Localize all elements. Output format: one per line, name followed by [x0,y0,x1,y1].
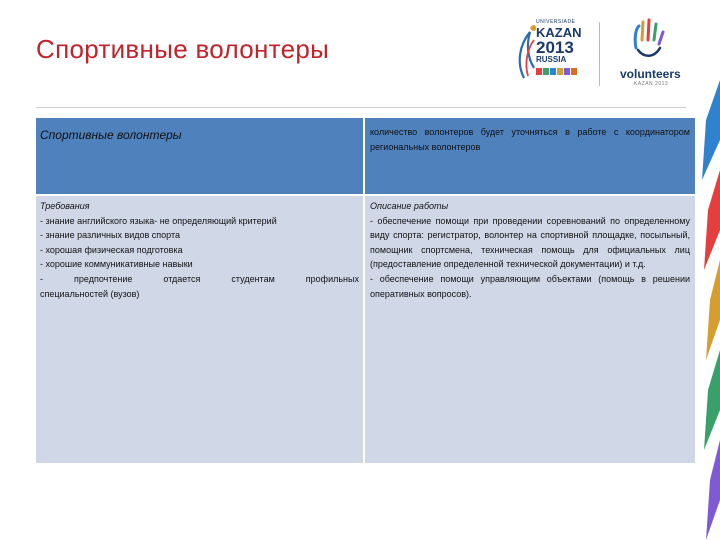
decorative-stripes [692,60,720,540]
logo-divider [599,22,600,86]
duties-cell [365,196,695,463]
table-header-right: количество волонтеров будет уточняться в работе с координатором региональных волонтеров [365,118,695,194]
universiade-country: RUSSIA [536,55,567,64]
universiade-year: 2013 [536,38,574,57]
requirements-cell [36,196,363,463]
title-divider [36,107,686,108]
requirement-item: - предпочтение отдается студентам профильных [40,273,359,284]
duty-item: - обеспечение помощи при проведении соревнований по определенному виду спорта: регистратор, волонтер на спортивной площадке, посыльный, помощник спортсмена, техническая помощь для официальных лиц (предоставление определенной технической документации) и т.д. [370,215,690,270]
requirements-title: Требования [40,201,90,211]
volunteers-hand-icon [630,18,666,62]
slide-title: Спортивные волонтеры [36,34,330,64]
requirement-item: - знание различных видов спорта [40,230,181,241]
requirement-item: специальностей (вузов) [40,288,140,299]
volunteers-subtitle: KAZAN 2013 [634,81,669,87]
universiade-label: UNIVERSIADE [536,19,576,25]
volunteers-wordmark: volunteers [620,67,681,81]
requirement-item: - знание английского языка- не определяющий критерий [40,215,277,226]
duties-title: Описание работы [370,201,449,211]
universiade-logo [536,20,582,80]
volunteer-table [36,118,695,463]
requirement-item: - хорошие коммуникативные навыки [40,259,193,270]
universiade-city: KAZAN [536,25,582,40]
universiade-figures-icon [536,67,580,76]
requirement-item: - хорошая физическая подготовка [40,244,183,255]
header-left-text: Спортивные волонтеры [40,128,182,142]
table-header-left [36,118,363,194]
duty-item: - обеспечение помощи управляющим объектами (помощь в решении оперативных вопросов). [370,273,690,299]
